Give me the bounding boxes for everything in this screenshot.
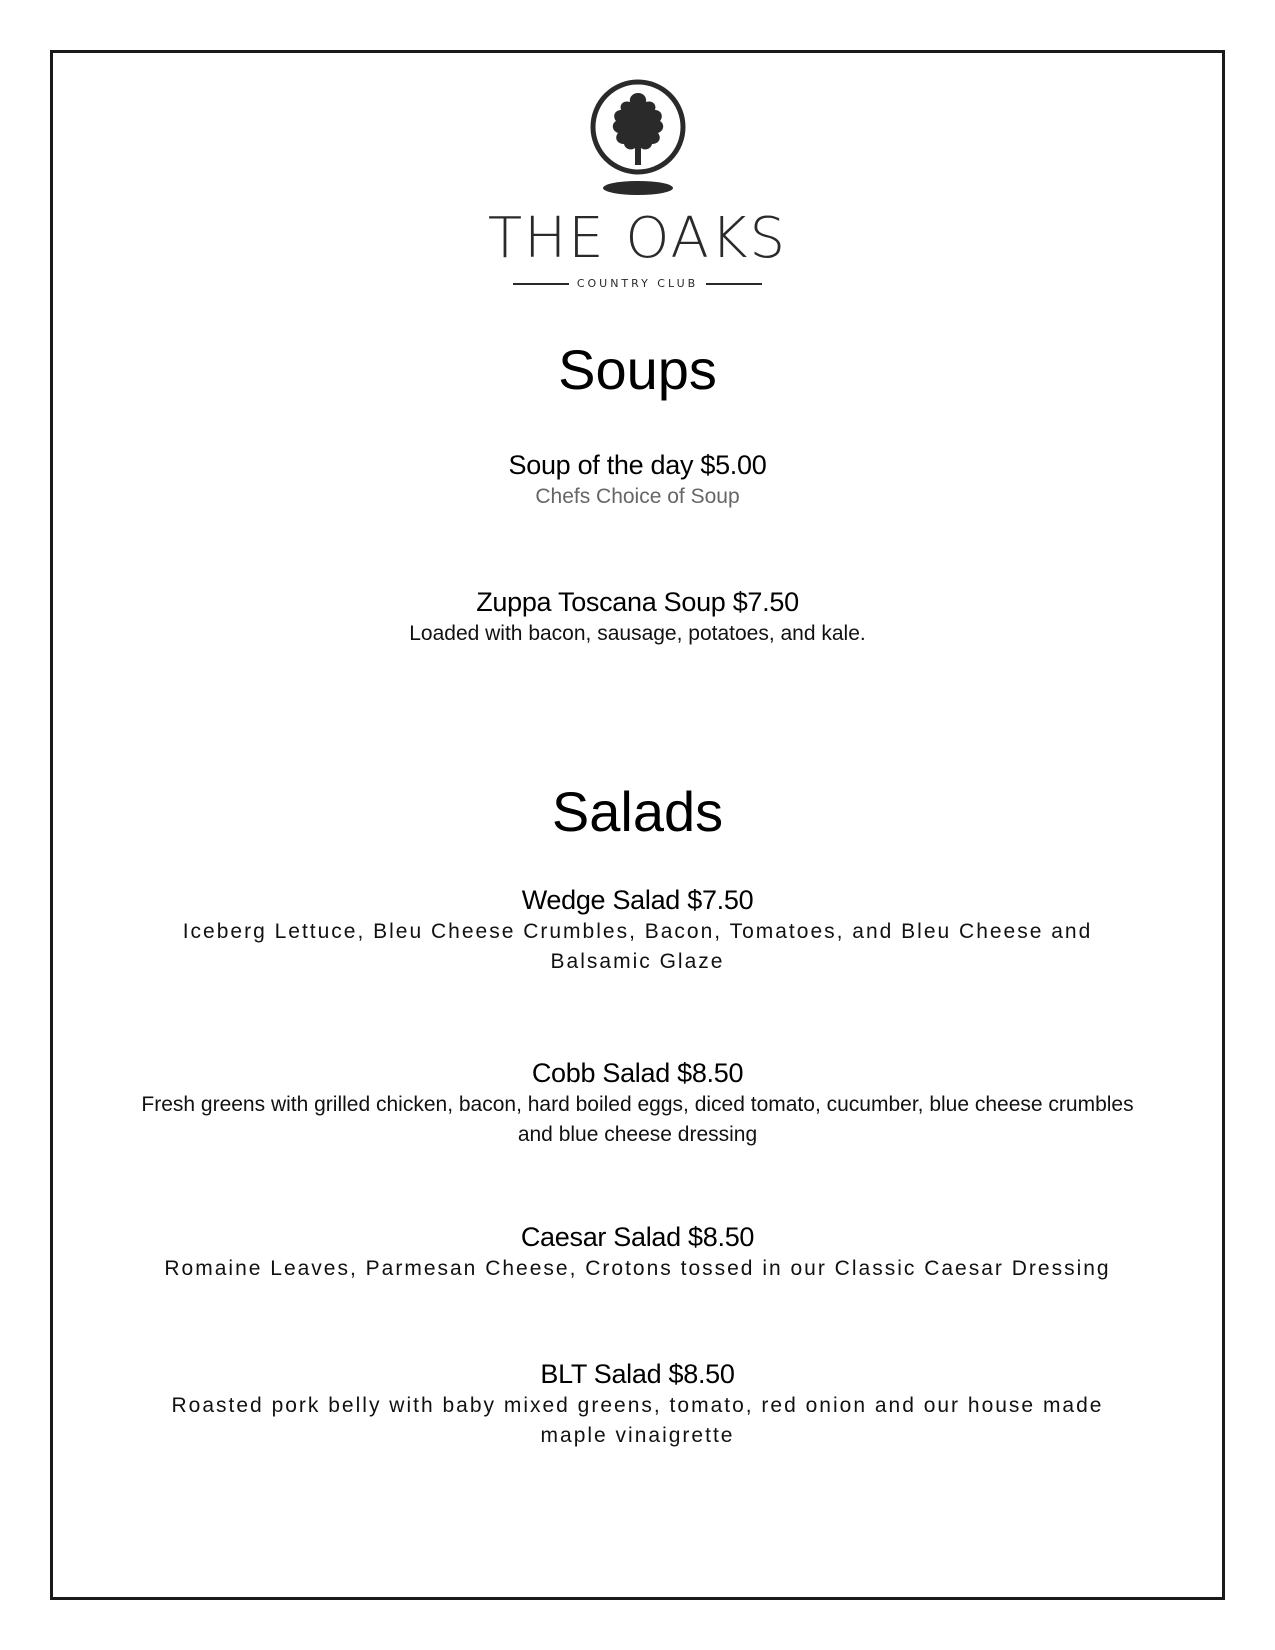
item-description: Roasted pork belly with baby mixed greens, tomato, red onion and our house made maple vinaigrette xyxy=(171,1394,1104,1447)
logo-subtitle: COUNTRY CLUB xyxy=(576,277,699,290)
logo-title: THE OAKS xyxy=(487,206,788,271)
item-description: Fresh greens with grilled chicken, bacon, hard boiled eggs, diced tomato, cucumber, blue cheese crumbles and blue cheese dressing xyxy=(141,1093,1134,1146)
menu-item-wedge-salad xyxy=(140,883,1135,977)
item-name: Soup of the day $5.00 xyxy=(508,450,767,480)
menu-item-soup-of-the-day xyxy=(140,448,1135,512)
menu-item-zuppa-toscana xyxy=(140,585,1135,649)
logo-subtitle-row xyxy=(513,277,762,290)
menu-item-blt-salad xyxy=(140,1357,1135,1451)
logo-rule-right xyxy=(706,283,762,285)
item-description: Romaine Leaves, Parmesan Cheese, Crotons tossed in our Classic Caesar Dressing xyxy=(164,1257,1111,1280)
item-name: Cobb Salad $8.50 xyxy=(531,1058,744,1088)
logo-rule-left xyxy=(513,283,569,285)
item-description: Loaded with bacon, sausage, potatoes, and kale. xyxy=(409,622,866,645)
soups-heading: Soups xyxy=(558,338,717,401)
menu-item-cobb-salad xyxy=(140,1056,1135,1150)
oak-leaf-icon xyxy=(583,77,693,197)
item-name: Zuppa Toscana Soup $7.50 xyxy=(476,587,799,617)
salads-heading: Salads xyxy=(551,780,724,843)
menu-item-caesar-salad xyxy=(140,1220,1135,1284)
item-name: Wedge Salad $7.50 xyxy=(521,885,754,915)
item-name: Caesar Salad $8.50 xyxy=(520,1222,755,1252)
item-description: Iceberg Lettuce, Bleu Cheese Crumbles, Bacon, Tomatoes, and Bleu Cheese and Balsamic Glaze xyxy=(182,920,1093,973)
item-description: Chefs Choice of Soup xyxy=(535,485,740,508)
item-name: BLT Salad $8.50 xyxy=(540,1359,735,1389)
club-logo xyxy=(0,77,1275,290)
